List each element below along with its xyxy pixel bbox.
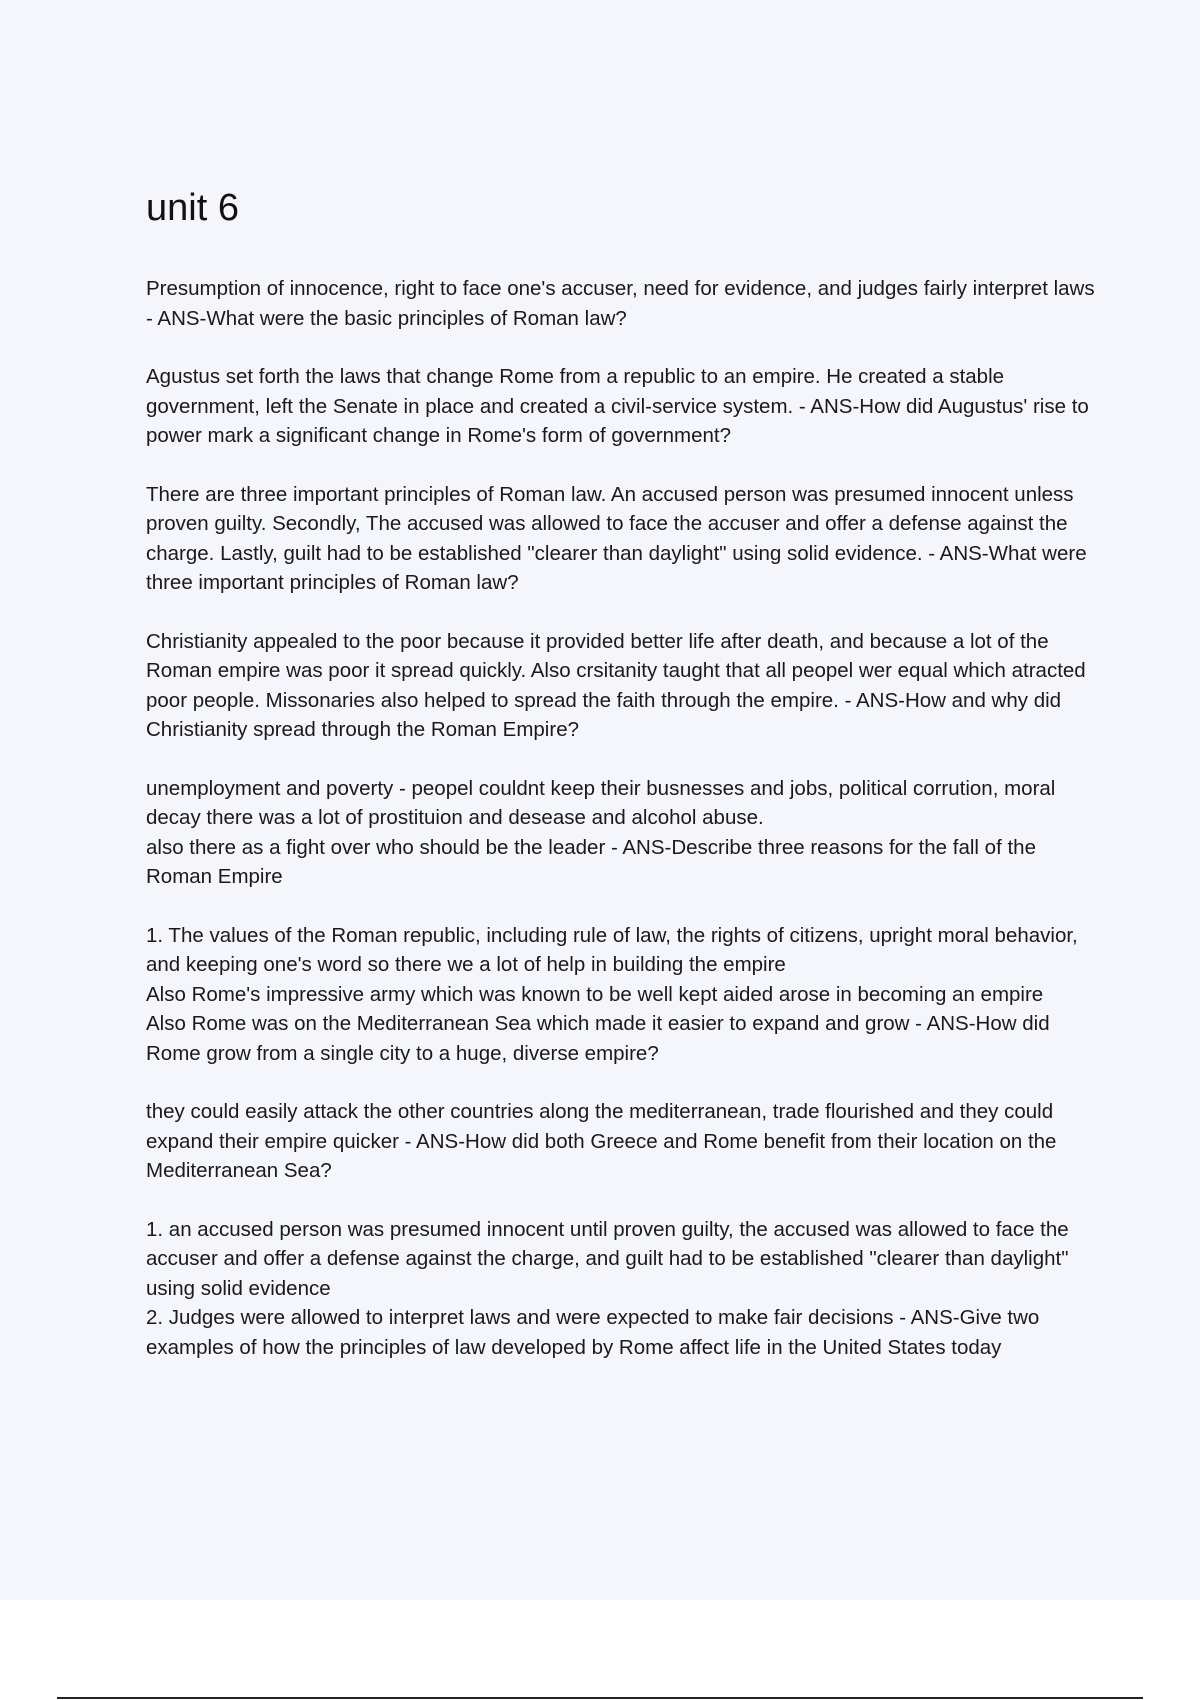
qa-entry-2 <box>146 362 1096 451</box>
entry-text: Also Rome was on the Mediterranean Sea which made it easier to expand and grow - ANS-How did Rome grow from a single city to a huge, diverse empire? <box>146 1012 1050 1065</box>
entry-text: 2. Judges were allowed to interpret laws and were expected to make fair decisions - ANS-Give two examples of how the principles of law developed by Rome affect life in the United States today <box>146 1306 1040 1359</box>
qa-entry-4 <box>146 627 1096 745</box>
entry-text: 1. The values of the Roman republic, including rule of law, the rights of citizens, upright moral behavior, and keeping one's word so there we a lot of help in building the empire <box>146 923 1078 976</box>
entry-text: they could easily attack the other countries along the mediterranean, trade flourished and they could expand their empire quicker - ANS-How did both Greece and Rome benefit from their location on the Mediterranean Sea? <box>146 1100 1057 1182</box>
entry-text: also there as a fight over who should be the leader - ANS-Describe three reasons for the fall of the Roman Empire <box>146 835 1036 888</box>
entry-text: 1. an accused person was presumed innocent until proven guilty, the accused was allowed to face the accuser and offer a defense against the charge, and guilt had to be established "clearer than daylight" using solid evidence <box>146 1217 1069 1300</box>
entry-text: There are three important principles of Roman law. An accused person was presumed innocent unless proven guilty. Secondly, The accused was allowed to face the accuser and offer a defense against the charge. Lastly, guilt had to be established "clearer than daylight" using solid evidence. - ANS-What were three important principles of Roman law? <box>146 482 1087 594</box>
entry-text: Christianity appealed to the poor because it provided better life after death, and because a lot of the Roman empire was poor it spread quickly. Also crsitanity taught that all peopel wer equal which atracted poor people. Missonaries also helped to spread the faith through the empire. - ANS-How and why did Christianity spread through the Roman Empire? <box>146 629 1086 741</box>
footer-divider <box>57 1697 1143 1699</box>
qa-entry-6 <box>146 921 1096 1069</box>
qa-entry-5 <box>146 774 1096 892</box>
qa-entry-7 <box>146 1097 1096 1186</box>
qa-entry-3 <box>146 480 1096 598</box>
qa-entry-1 <box>146 274 1096 333</box>
entry-text: Presumption of innocence, right to face one's accuser, need for evidence, and judges fairly interpret laws - ANS-What were the basic principles of Roman law? <box>146 277 1095 330</box>
entry-text: Also Rome's impressive army which was known to be well kept aided arose in becoming an empire <box>146 982 1044 1006</box>
entry-text: unemployment and poverty - peopel couldnt keep their busnesses and jobs, political corrution, moral decay there was a lot of prostituion and desease and alcohol abuse. <box>146 776 1056 829</box>
document-content <box>146 184 1096 1391</box>
qa-entry-8 <box>146 1215 1096 1363</box>
page-title: unit 6 <box>146 187 239 229</box>
entry-text: Agustus set forth the laws that change Rome from a republic to an empire. He created a stable government, left the Senate in place and created a civil-service system. - ANS-How did Augustus' rise to power mark a significant change in Rome's form of government? <box>146 365 1089 447</box>
